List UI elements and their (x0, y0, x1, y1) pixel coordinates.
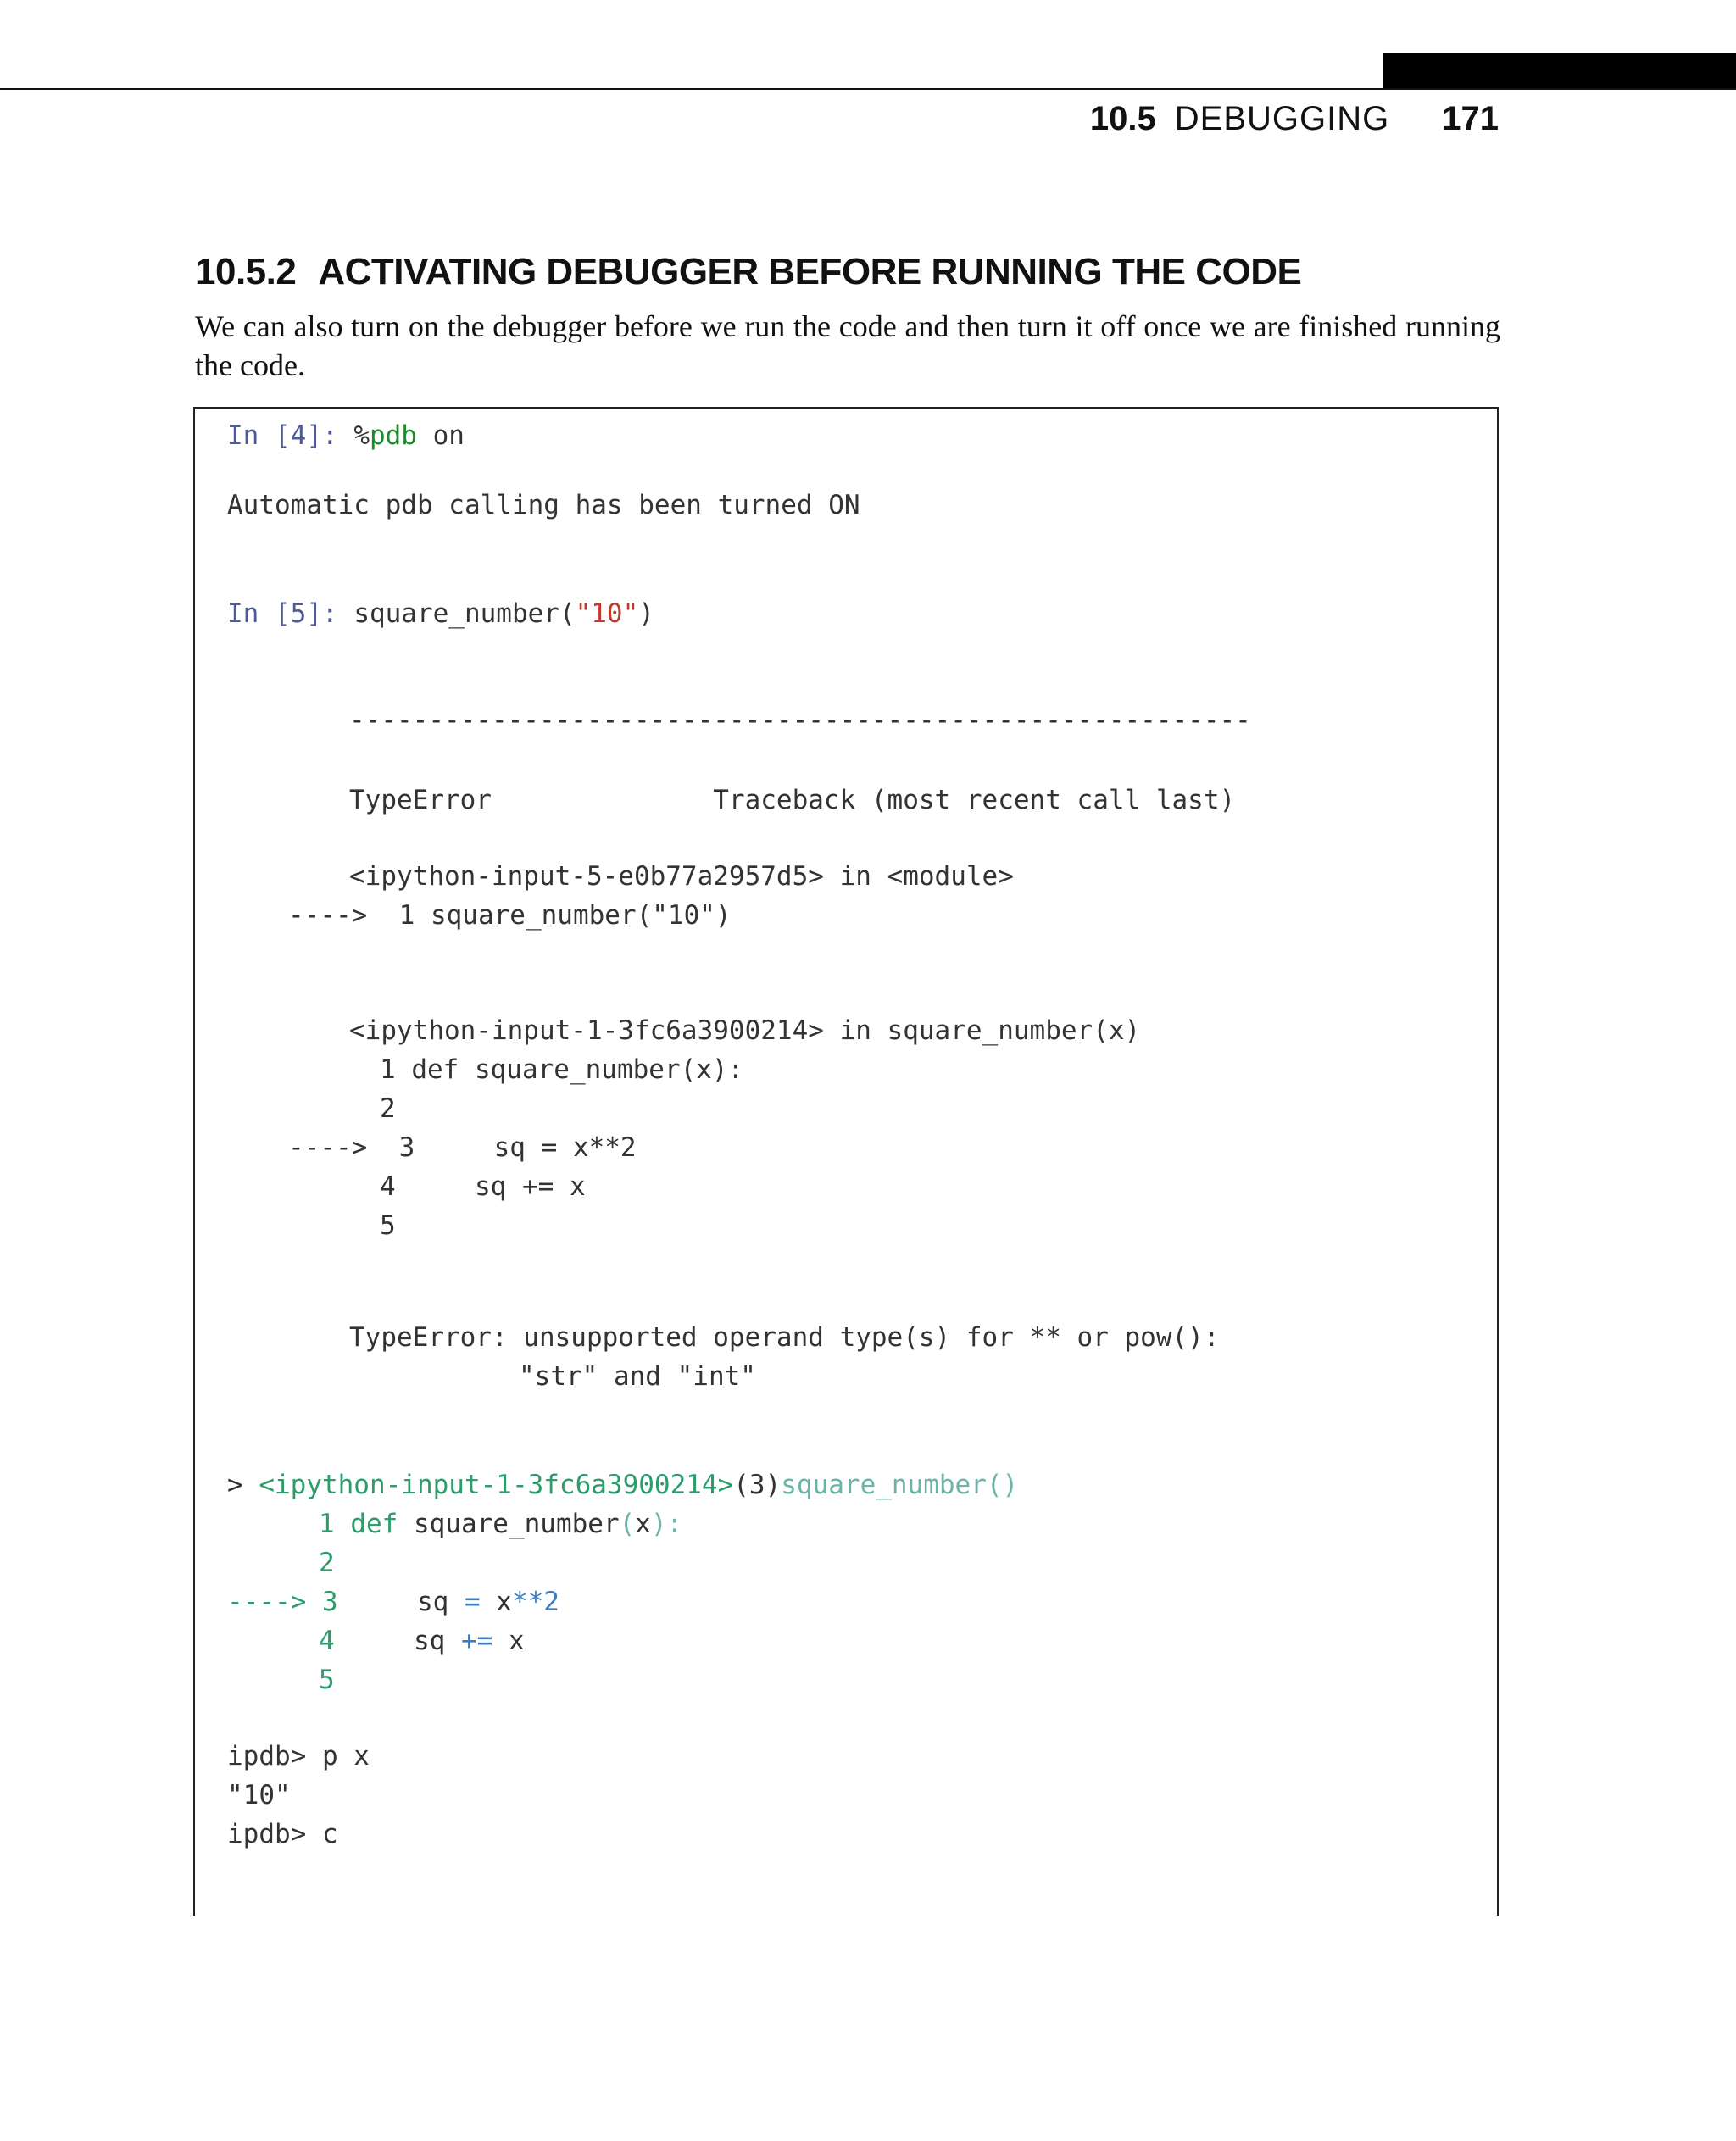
debugger-line-1 (319, 1507, 682, 1541)
page-number: 171 (1442, 99, 1499, 137)
traceback-rule: --------------------------------------------------------- (349, 705, 1251, 736)
input-prompt: In [5]: (227, 598, 354, 629)
debugger-line-3 (227, 1585, 559, 1619)
code-line-in5 (227, 597, 654, 631)
code-line-out4: Automatic pdb calling has been turned ON (227, 490, 860, 520)
var-sq: sq (337, 1587, 465, 1617)
debugger-file: <ipython-input-1-3fc6a3900214> (259, 1470, 734, 1500)
operator-pow: **2 (511, 1587, 559, 1617)
debugger-lineno: (3) (733, 1470, 782, 1500)
magic-percent: % (353, 420, 370, 451)
traceback-frame-2-line-3: ----> 3 sq = x**2 (288, 1132, 637, 1163)
keyword-def: def (350, 1509, 398, 1539)
debugger-function: square_number() (781, 1470, 1019, 1500)
paren-close: ): (650, 1509, 683, 1539)
traceback-frame-1: <ipython-input-5-e0b77a2957d5> in <module> (349, 861, 1014, 892)
debugger-line-4 (319, 1624, 525, 1658)
function-name: square_number (398, 1509, 620, 1539)
body-paragraph: We can also turn on the debugger before we run the code and then turn it off once we are finished running the code. (195, 309, 1500, 382)
traceback-frame-2-line-2: 2 (380, 1093, 396, 1124)
code-line-in4 (227, 419, 465, 453)
input-prompt: In [4]: (227, 420, 354, 451)
top-rule (0, 88, 1736, 90)
line-number: 4 (319, 1626, 335, 1656)
traceback-frame-1-line: ----> 1 square_number("10") (288, 900, 732, 931)
call-start: square_number( (353, 598, 576, 629)
debugger-marker: > (227, 1470, 259, 1500)
traceback-frame-2-line-1: 1 def square_number(x): (380, 1054, 744, 1085)
running-head (1090, 93, 1499, 144)
top-bar (1383, 53, 1736, 90)
traceback-frame-2-line-5: 5 (380, 1210, 396, 1241)
debugger-line-5: 5 (319, 1665, 335, 1695)
ipdb-output-1: "10" (227, 1780, 291, 1810)
section-number: 10.5.2 (195, 251, 297, 292)
paren-open: ( (619, 1509, 636, 1539)
traceback-error-cont: "str" and "int" (519, 1361, 756, 1392)
ipdb-command-2: ipdb> c (227, 1819, 338, 1849)
running-head-title: DEBUGGING (1174, 99, 1390, 137)
var-x: x (492, 1626, 525, 1656)
var-x: x (480, 1587, 512, 1617)
var-sq: sq (334, 1626, 461, 1656)
section-heading (195, 251, 1301, 293)
running-head-section-number: 10.5 (1089, 99, 1156, 137)
call-end: ) (638, 598, 654, 629)
traceback-header: TypeError Traceback (most recent call last) (349, 785, 1236, 815)
line-number: 1 (319, 1509, 351, 1539)
traceback-frame-2-line-4: 4 sq += x (380, 1171, 586, 1202)
ipdb-command-1: ipdb> p x (227, 1741, 370, 1771)
param-x: x (635, 1509, 651, 1539)
debugger-line-2: 2 (319, 1548, 335, 1578)
debugger-location (227, 1468, 1018, 1502)
magic-arg: on (416, 420, 465, 451)
traceback-frame-2: <ipython-input-1-3fc6a3900214> in square_number(x) (349, 1015, 1141, 1046)
traceback-error: TypeError: unsupported operand type(s) for ** or pow(): (349, 1322, 1220, 1353)
operator-plus-eq: += (460, 1626, 493, 1656)
operator-eq: = (464, 1587, 481, 1617)
section-title: ACTIVATING DEBUGGER BEFORE RUNNING THE CODE (318, 251, 1302, 292)
current-line-arrow: ----> 3 (227, 1587, 338, 1617)
string-literal: "10" (575, 598, 639, 629)
magic-name: pdb (369, 420, 417, 451)
